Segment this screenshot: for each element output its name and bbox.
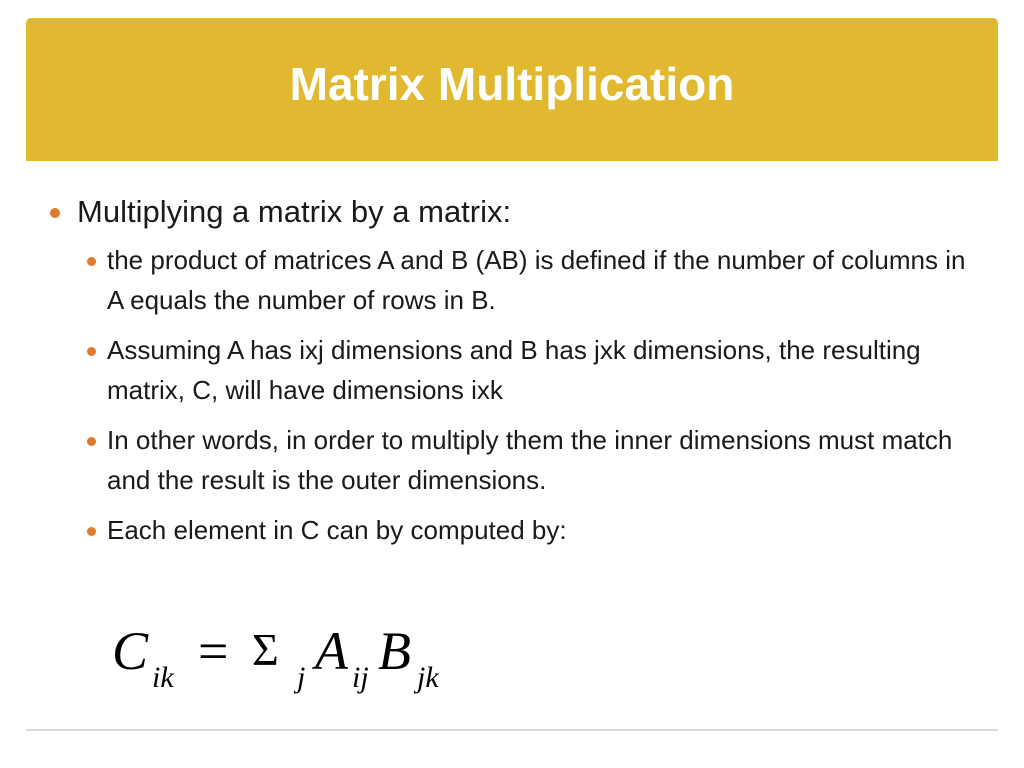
sub-bullet-text: Assuming A has ixj dimensions and B has jxk dimensions, the resulting matrix, C, will have dimensions ixk [107,335,921,405]
formula-equals: = [198,621,229,681]
bullet-main-text: Multiplying a matrix by a matrix: [77,194,512,229]
bullet-dot [87,257,96,266]
bullet-main [50,190,1000,234]
formula-sigma: Σ [252,624,279,675]
formula-a: A [315,621,348,681]
formula-b: B [378,621,411,681]
bullet-dot [87,347,96,356]
bullet-dot [87,437,96,446]
sub-bullet-text: the product of matrices A and B (AB) is defined if the number of columns in A equals the number of rows in B. [107,245,966,315]
slide-title: Matrix Multiplication [289,58,735,110]
bullet-dot [50,208,60,218]
sub-bullet-defined [50,240,987,320]
slide-content [50,190,1000,560]
formula-c: C [112,621,149,681]
formula-ij: ij [352,661,369,694]
bullet-dot [87,527,96,536]
sub-bullet-inner-outer [50,420,987,500]
sub-bullet-list [50,240,1000,550]
title-bar [26,18,998,161]
sub-bullet-text: Each element in C can by computed by: [107,515,567,545]
formula-j: j [297,661,306,694]
sub-bullet-element [50,510,987,550]
bottom-divider [26,729,998,731]
sub-bullet-text: In other words, in order to multiply them the inner dimensions must match and the result is the outer dimensions. [107,425,953,495]
formula-ik: ik [152,661,174,694]
sub-bullet-dimensions [50,330,987,410]
matrix-product-formula [112,615,472,705]
formula-jk: jk [417,661,439,694]
